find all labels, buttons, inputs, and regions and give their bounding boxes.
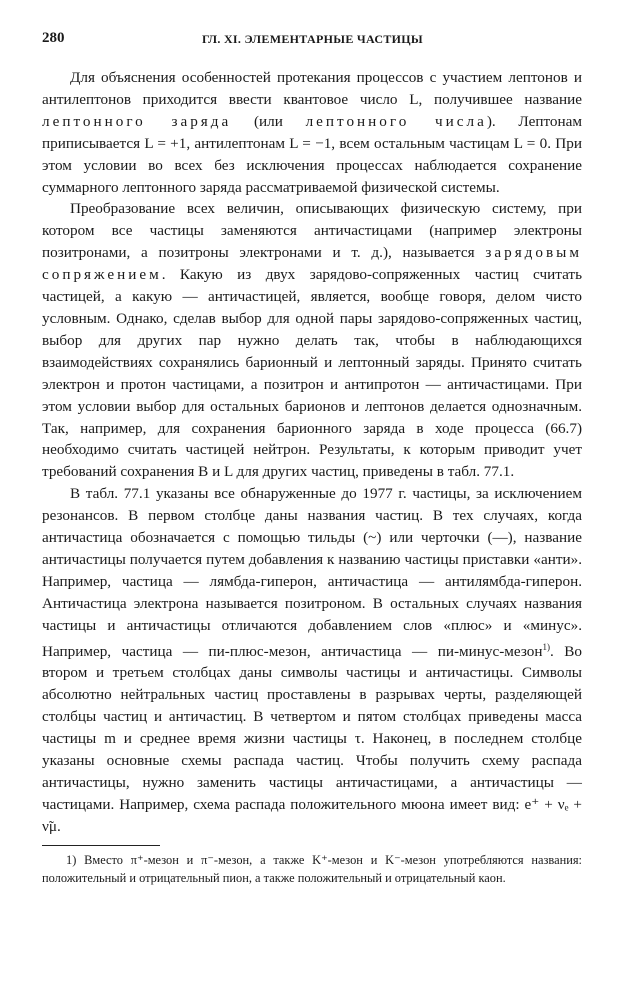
body-text [42, 67, 582, 838]
spaced-term: лептонного заряда [42, 112, 232, 130]
page-header [42, 30, 582, 50]
footnote [42, 851, 582, 887]
text-run: Преобразование всех величин, описывающих физическую систему, при котором все частицы заменяются античастицами (например электроны позитронами, а позитроны электронами и т. д.), называется [42, 200, 582, 262]
text-run: Для объяснения особенностей протекания процессов с участием лептонов и антилептонов приходится ввести квантовое число L, получившее название [42, 69, 582, 108]
text-run: . Какую из двух зарядово-сопряженных частиц считать частицей, а какую — античастицей, является, вообще говоря, делом чисто условным. Однако, сделав выбор для одной пары зарядово-сопряженных частиц, выбор для других пар нужно делать так, чтобы в наблюдающихся взаимодействиях сохранялись барионный и лептонный заряды. Принято считать электрон и протон частицами, а позитрон и антипротон — античастицами. При этом условии выбор для остальных барионов и лептонов делается однозначным. Так, например, для сохранения барионного заряда в ходе процесса (66.7) необходимо считать частицей нейтрон. Результаты, к которым приводит учет требований сохранения B и L для других частиц, приведены в табл. 77.1. [42, 266, 582, 481]
paragraph-charge-conjugation [42, 198, 582, 483]
footnote-divider [42, 845, 160, 846]
text-run: ). Лептонам приписывается L = +1, антилептонам L = −1, всем остальным частицам L = 0. При этом условии во всех без исключения процессах наблюдается сохранение суммарного лептонного заряда рассматриваемой физической системы. [42, 112, 582, 196]
spaced-term: зарядовым сопряжением [42, 244, 582, 284]
footnote-reference[interactable]: 1) [542, 641, 550, 652]
text-run: В табл. 77.1 указаны все обнаруженные до 1977 г. частицы, за исключением резонансов. В первом столбце даны названия частиц. В тех случаях, когда античастица обозначается с помощью тильды (~) или черточки (—), название античастицы получается путем добавления к названию частицы приставки «анти». Например, частица — лямбда-гиперон, античастица — антилямбда-гиперон. Античастица электрона называется позитроном. В остальных случаях названия частицы и античастицы отличаются добавлением слов «плюс» и «минус». Например, частица — пи-плюс-мезон, античастица — пи-минус-мезон [42, 485, 582, 660]
spaced-term: лептонного числа [305, 112, 487, 130]
page-number: 280 [42, 30, 65, 46]
footnote-text: Вместо π⁺-мезон и π⁻-мезон, а также K⁺-мезон и K⁻-мезон употребляются названия: положительный и отрицательный пион, а также положительный и отрицательный каон. [42, 853, 582, 885]
paragraph-table-description [42, 483, 582, 838]
footnote-marker: 1) [66, 853, 77, 867]
text-run: (или [231, 112, 306, 130]
running-title: ГЛ. XI. ЭЛЕМЕНТАРНЫЕ ЧАСТИЦЫ [202, 32, 424, 46]
text-run: . Во втором и третьем столбцах даны символы частицы и античастицы. Символы абсолютно нейтральных частиц проставлены в разрывах черты, разделяющей столбцы частиц и античастиц. В четвертом и пятом столбцах приведены масса частицы m и среднее время жизни частицы τ. Наконец, в последнем столбце указаны основные схемы распада частиц. Чтобы получить схему распада античастицы, нужно заменить частицы античастицами, а античастицы — частицами. Например, схема распада положительного мюона имеет вид: e⁺ + νₑ + ν̃μ. [42, 642, 582, 835]
paragraph-lepton-charge [42, 67, 582, 198]
